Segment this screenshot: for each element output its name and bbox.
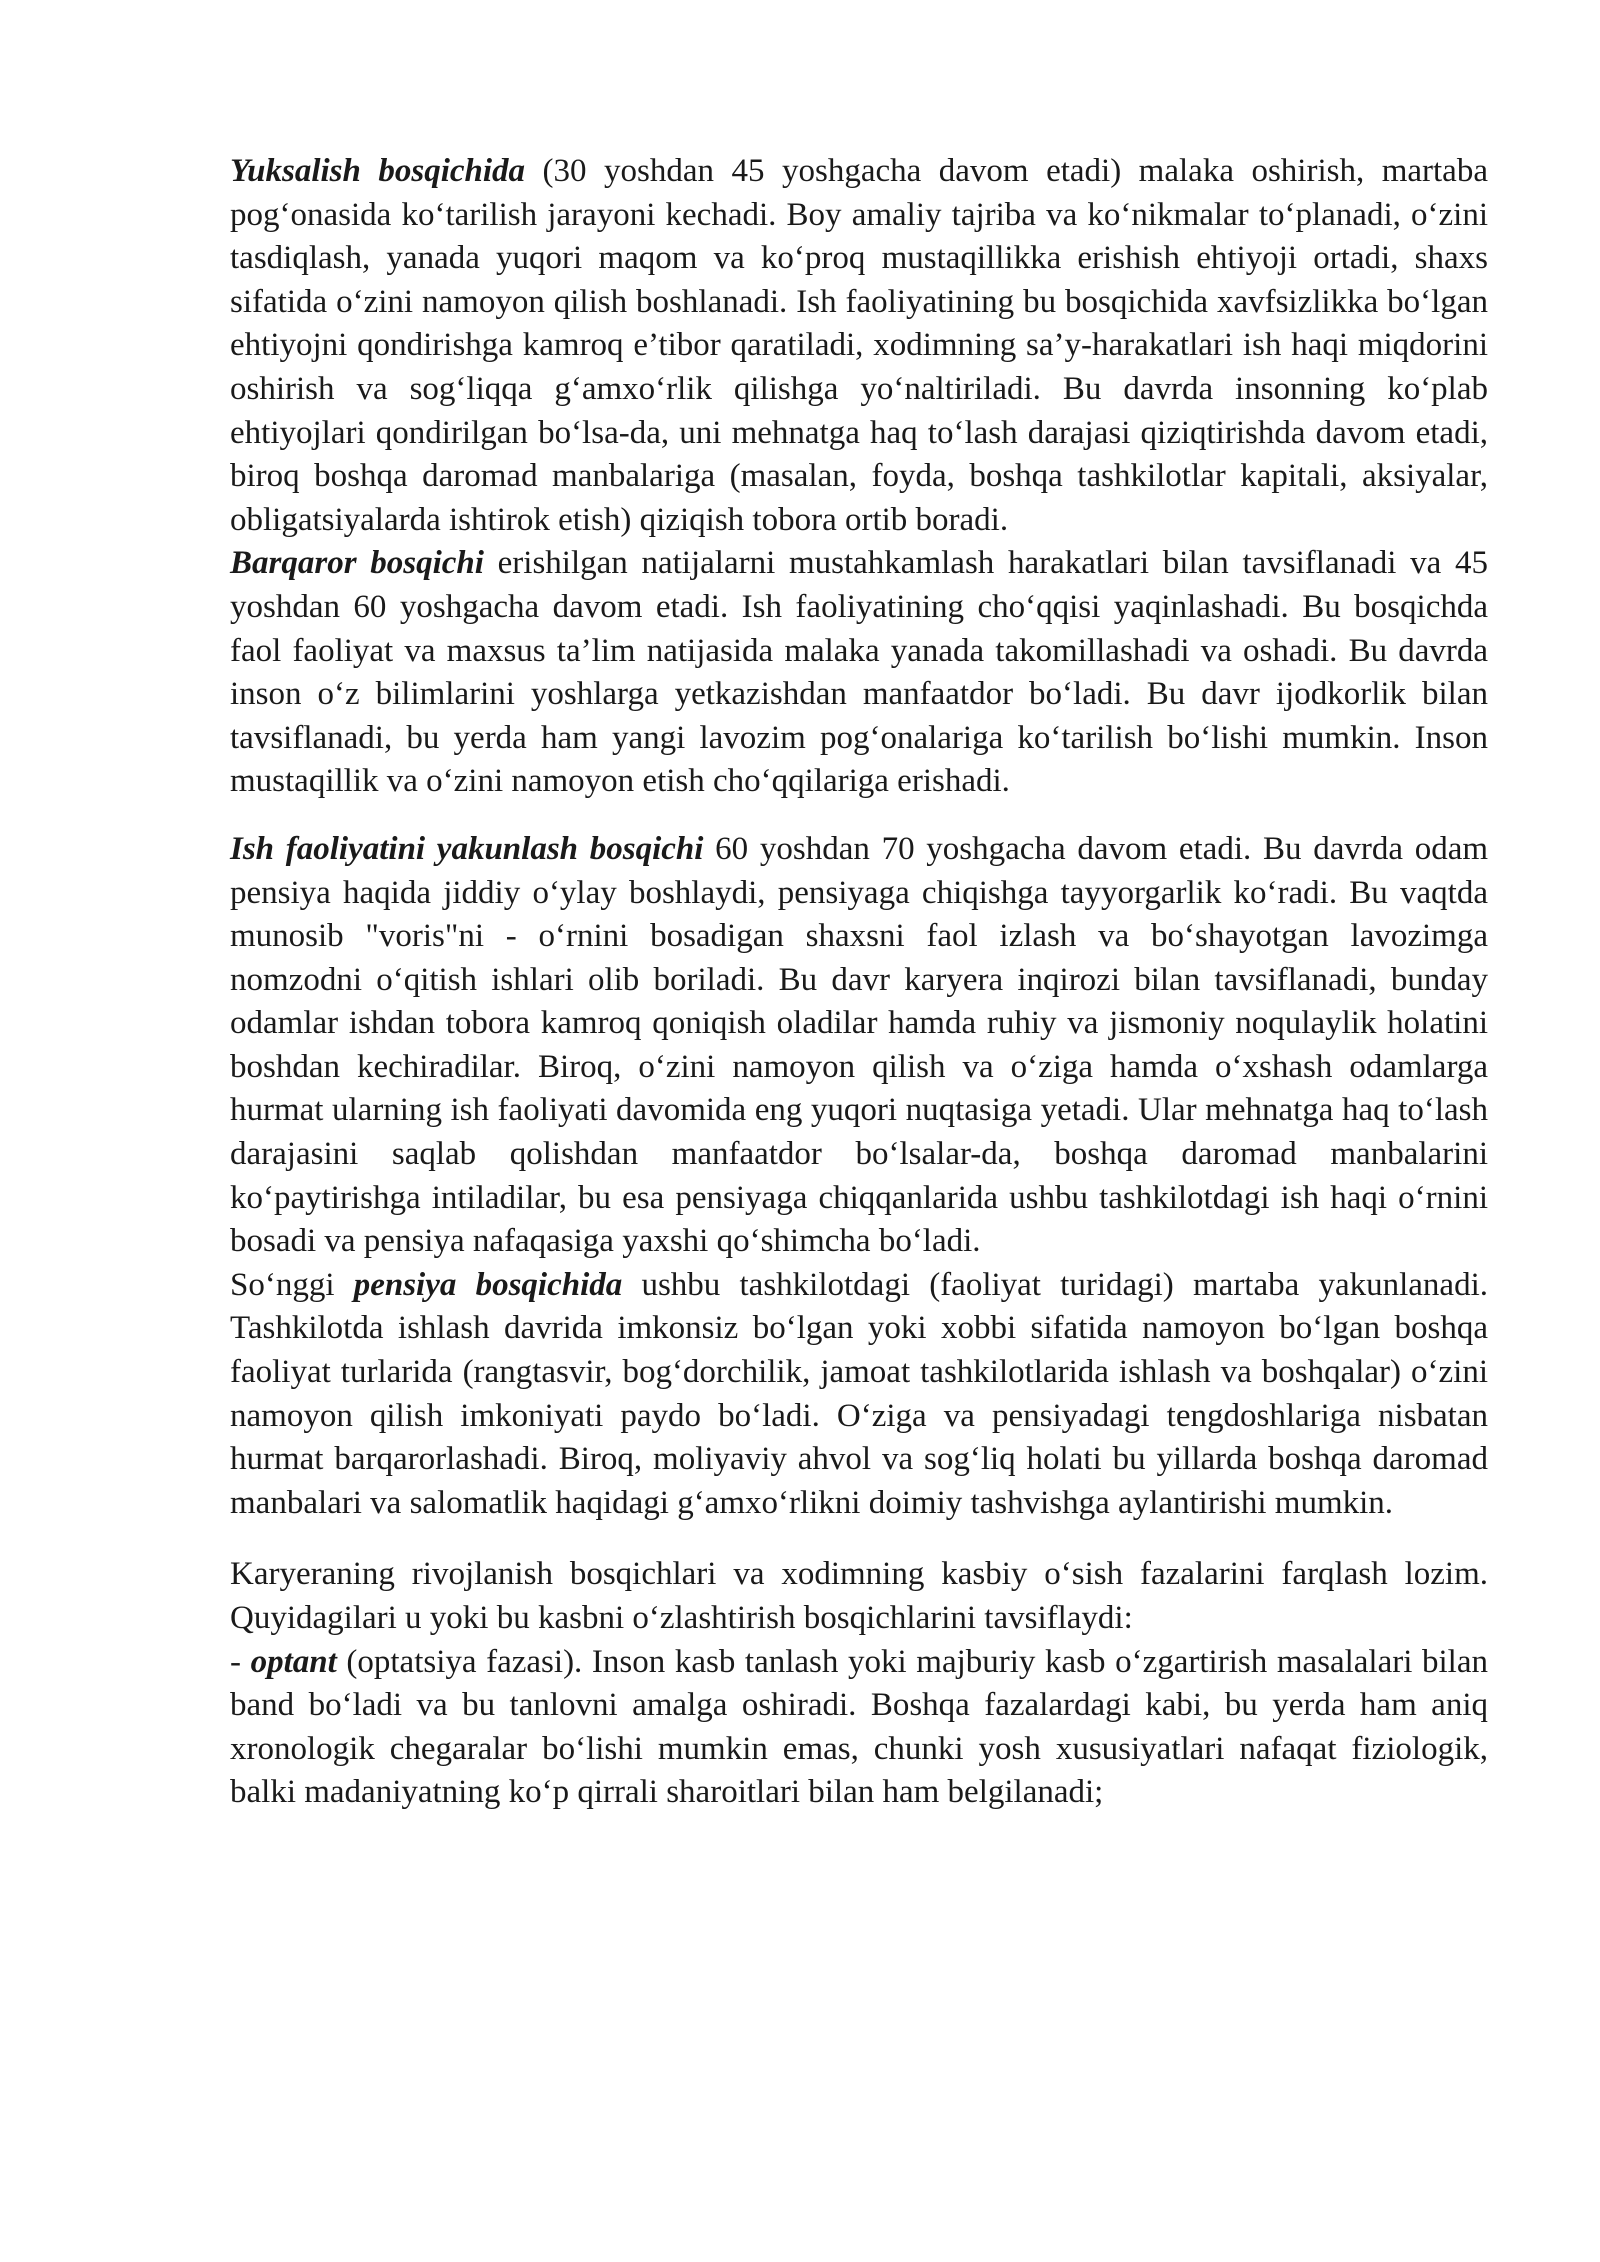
- term-yuksalish: Yuksalish bosqichida: [230, 153, 526, 189]
- term-yakunlash: Ish faoliyatini yakunlash bosqichi: [230, 830, 704, 867]
- paragraph-prefix: So‘nggi: [230, 1266, 354, 1303]
- paragraph-text: (optatsiya fazasi). Inson kasb tanlash yoki majburiy kasb o‘zgartirish masalalari bilan band bo‘ladi va bu tanlovni amalga oshiradi. Boshqa fazalardagi kabi, bu yerda ham aniq xronologik chegaralar bo‘lishi mumkin emas, chunki yosh xususiyatlari nafaqat fiziologik, balki madaniyatning ko‘p qirrali sharoitlari bilan ham belgilanadi;: [230, 1643, 1488, 1811]
- paragraph-text: (30 yoshdan 45 yoshgacha davom etadi) malaka oshirish, martaba pog‘onasida ko‘tarilish jarayoni kechadi. Boy amaliy tajriba va ko‘nikmalar to‘planadi, o‘zini tasdiqlash, yanada yuqori maqom va ko‘proq mustaqillikka erishish ehtiyoji ortadi, shaxs sifatida o‘zini namoyon qilish boshlanadi. Ish faoliyatining bu bosqichida xavfsizlikka bo‘lgan ehtiyojni qondirishga kamroq e’tibor qaratiladi, xodimning sa’y-harakatlari ish haqi miqdorini oshirish va sog‘liqqa g‘amxo‘rlik qilishga yo‘naltiriladi. Bu davrda insonning ko‘plab ehtiyojlari qondirilgan bo‘lsa-da, uni mehnatga haq to‘lash darajasi qiziqtirishda davom etadi, biroq boshqa daromad manbalariga (masalan, foyda, boshqa tashkilotlar kapitali, aksiyalar, obligatsiyalarda ishtirok etish) qiziqish tobora ortib boradi.: [230, 153, 1488, 538]
- term-pensiya: pensiya bosqichida: [353, 1266, 623, 1303]
- paragraph-text: ushbu tashkilotdagi (faoliyat turidagi) martaba yakunlanadi. Tashkilotda ishlash davrida imkonsiz bo‘lgan yoki xobbi sifatida namoyon bo‘lgan boshqa faoliyat turlarida (rangtasvir, bog‘dorchilik, jamoat tashkilotlarida ishlash va boshqalar) o‘zini namoyon qilish imkoniyati paydo bo‘ladi. O‘ziga va pensiyadagi tengdoshlariga nisbatan hurmat barqarorlashadi. Biroq, moliyaviy ahvol va sog‘liq holati bu yillarda boshqa daromad manbalari va salomatlik haqidagi g‘amxo‘rlikni doimiy tashvishga aylantirishi mumkin.: [230, 1266, 1488, 1521]
- paragraph-yuksalish: [230, 150, 1488, 542]
- paragraph-text: 60 yoshdan 70 yoshgacha davom etadi. Bu davrda odam pensiya haqida jiddiy o‘ylay boshlaydi, pensiyaga chiqishga tayyorgarlik ko‘radi. Bu vaqtda munosib "voris"ni - o‘rnini bosadigan shaxsni faol izlash va bo‘shayotgan lavozimga nomzodni o‘qitish ishlari olib boriladi. Bu davr karyera inqirozi bilan tavsiflanadi, bunday odamlar ishdan tobora kamroq qoniqish oladilar hamda ruhiy va jismoniy noqulaylik holatini boshdan kechiradilar. Biroq, o‘zini namoyon qilish va o‘ziga hamda o‘xshash odamlarga hurmat ularning ish faoliyati davomida eng yuqori nuqtasiga yetadi. Ular mehnatga haq to‘lash darajasini saqlab qolishdan manfaatdor bo‘lsalar-da, boshqa daromad manbalarini ko‘paytirishga intiladilar, bu esa pensiyaga chiqqanlarida ushbu tashkilotdagi ish haqi o‘rnini bosadi va pensiya nafaqasiga yaxshi qo‘shimcha bo‘ladi.: [230, 830, 1489, 1260]
- paragraph-optant: [230, 1641, 1488, 1815]
- term-barqaror: Barqaror bosqichi: [230, 545, 484, 582]
- paragraph-pensiya: [230, 1264, 1488, 1526]
- paragraph-yakunlash: [230, 828, 1488, 1264]
- paragraph-barqaror: [230, 542, 1488, 804]
- document-page: [230, 150, 1488, 1815]
- paragraph-text: erishilgan natijalarni mustahkamlash harakatlari bilan tavsiflanadi va 45 yoshdan 60 yoshgacha davom etadi. Ish faoliyatining cho‘qqisi yaqinlashadi. Bu bosqichda faol faoliyat va maxsus ta’lim natijasida malaka yanada takomillashadi va oshadi. Bu davrda inson o‘z bilimlarini yoshlarga yetkazishdan manfaatdor bo‘ladi. Bu davr ijodkorlik bilan tavsiflanadi, bu yerda ham yangi lavozim pog‘onalariga ko‘tarilish bo‘lishi mumkin. Inson mustaqillik va o‘zini namoyon etish cho‘qqilariga erishadi.: [230, 545, 1488, 800]
- paragraph-karyera: [230, 1553, 1488, 1640]
- term-optant: optant: [250, 1643, 337, 1680]
- list-dash: -: [230, 1643, 251, 1680]
- paragraph-text: Karyeraning rivojlanish bosqichlari va xodimning kasbiy o‘sish fazalarini farqlash lozim. Quyidagilari u yoki bu kasbni o‘zlashtirish bosqichlarini tavsiflaydi:: [230, 1556, 1488, 1636]
